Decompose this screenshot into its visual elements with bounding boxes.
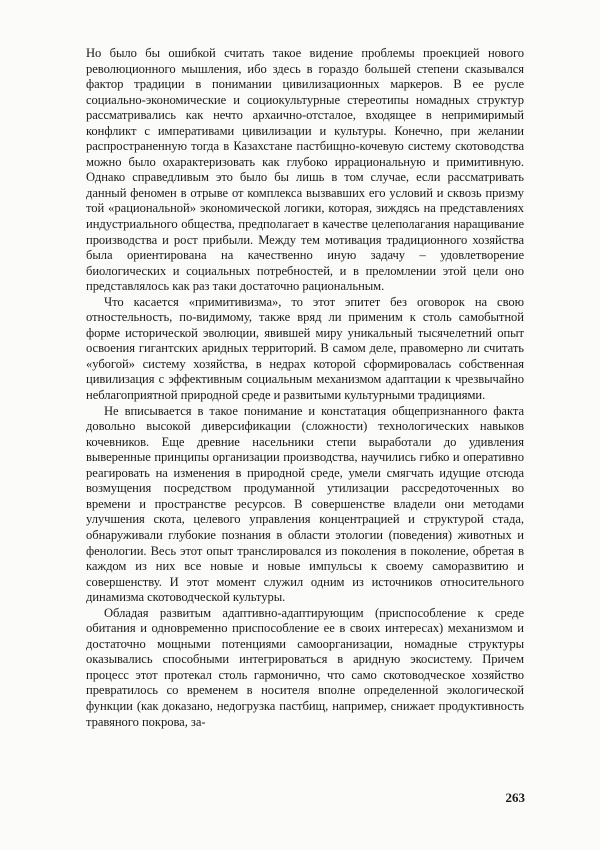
paragraph-2: Что касается «примитивизма», то этот эпитет без оговорок на свою отностельность, по-видимому, также вряд ли применим к столь самобытной форме исторической эволюции, явившей миру уникальный тысячелетний опыт освоения гигантских аридных территорий. В самом деле, правомерно ли считать «убогой» систему хозяйства, в недрах которой сформировалась собственная цивилизация с эффективным социальным механизмом адаптации к чрезвычайно неблагоприятной природной среде и развитыми культурными традициями. [86,294,524,403]
paragraph-1: Но было бы ошибкой считать такое видение проблемы проекцией нового революционного мышления, ибо здесь в гораздо большей степени сказывался фактор традиции в понимании цивилизационных маркеров. В ее русле социально-экономические и социокультурные стереотипы номадных структур рассматривались как нечто архаично-отсталое, входящее в непримиримый конфликт с императивами цивилизации и культуры. Конечно, при желании распространенную тогда в Казахстане пастбищно-кочевую систему скотоводства можно было охарактеризовать как глубоко иррациональную и примитивную. Однако справедливым это было бы лишь в том случае, если рассматривать данный феномен в отрыве от комплекса вызвавших его условий и сквозь призму той «рациональной» экономической логики, которая, зиждясь на представлениях индустриального общества, предполагает в качестве целеполагания наращивание производства и рост прибыли. Между тем мотивация традиционного хозяйства была ориентирована на качественно иную задачу – удовлетворение биологических и социальных потребностей, и в преломлении этой цели оно представлялось как раз таки достаточно рациональным. [86,46,524,294]
paragraph-4: Обладая развитым адаптивно-адаптирующим (приспособление к среде обитания и одновременно приспособление ее в своих интересах) механизмом и достаточно мощными потенциями самоорганизации, номадные структуры оказывались способными интегрироваться в аридную экосистему. Причем процесс этот протекал столь гармонично, что само скотоводческое хозяйство превратилось со временем в носителя вполне определенной экологической функции (как доказано, недогрузка пастбищ, например, снижает продуктивность травяного покрова, за- [86,605,524,729]
body-text [86,46,524,730]
paragraph-3: Не вписывается в такое понимание и констатация общепризнанного факта довольно высокой диверсификации (сложности) технологических навыков кочевников. Еще древние насельники степи выработали до удивления выверенные принципы организации производства, научились гибко и оперативно реагировать на изменения в природной среде, умели смягчать идущие отсюда возмущения посредством продуманной утилизации рассредоточенных во времени и пространстве ресурсов. В совершенстве владели они методами улучшения скота, целевого управления концентрацией и структурой стада, обнаруживали глубокие познания в области этологии (поведения) животных и фенологии. Весь этот опыт транслировался из поколения в поколение, обретая в каждом из них все новые и новые импульсы к своему саморазвитию и совершенству. И этот момент служил одним из источников относительного динамизма скотоводческой культуры. [86,403,524,605]
page-number: 263 [505,790,525,805]
